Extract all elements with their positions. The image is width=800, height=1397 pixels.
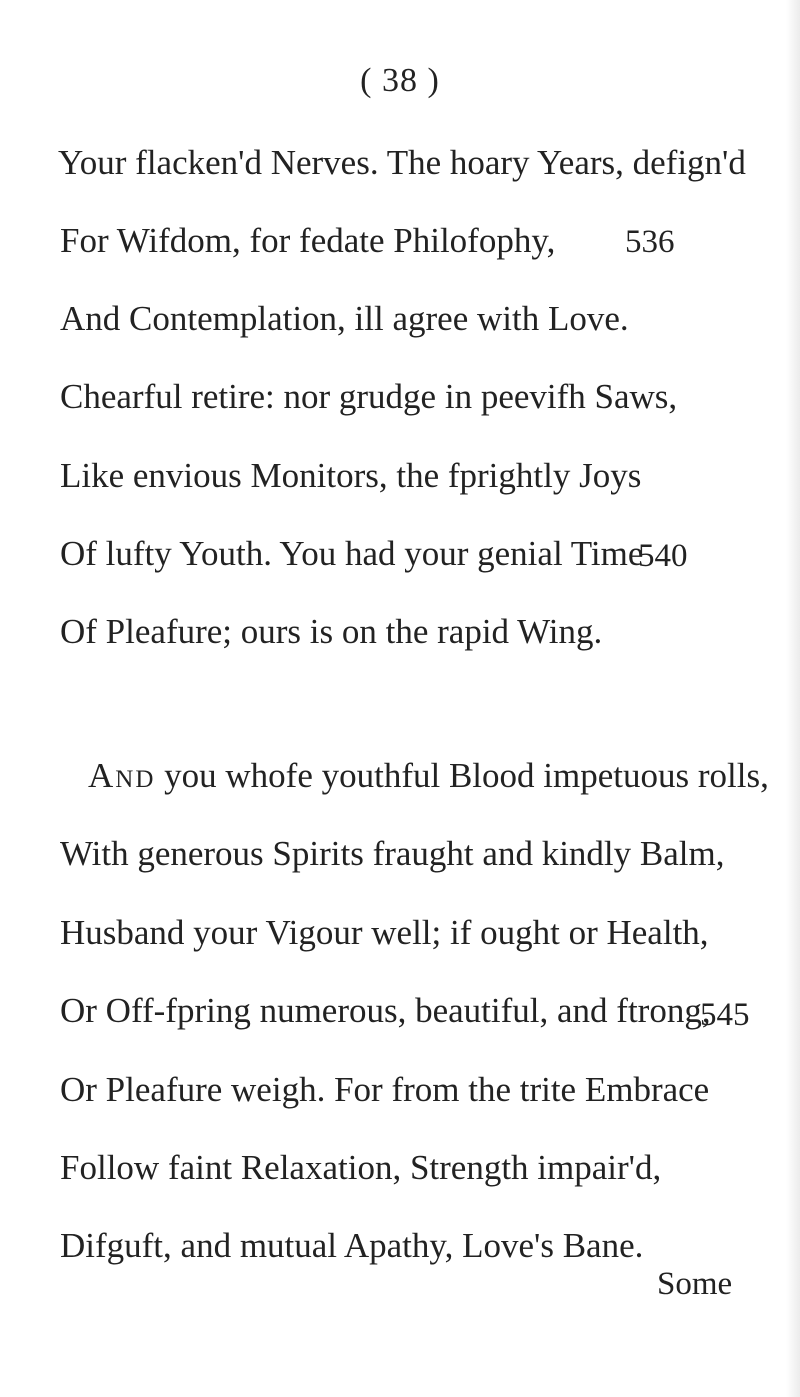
page-edge-shadow bbox=[786, 0, 800, 1397]
verse-line bbox=[88, 758, 769, 793]
line-number: 545 bbox=[700, 997, 750, 1033]
verse-line: Chearful retire: nor grudge in peevifh Saws, bbox=[60, 377, 678, 416]
verse-line: Your flacken'd Nerves. The hoary Years, defign'd bbox=[58, 143, 746, 182]
verse-line: For Wifdom, for fedate Philofophy, bbox=[60, 221, 556, 260]
verse-line-rest: you whofe youthful Blood impetuous rolls, bbox=[155, 756, 769, 795]
verse-line: Or Pleafure weigh. For from the trite Embrace bbox=[60, 1070, 710, 1109]
verse-line: Or Off-fpring numerous, beautiful, and ftrong, bbox=[60, 991, 711, 1030]
verse-line: Of lufty Youth. You had your genial Time bbox=[60, 534, 644, 573]
page-number-header: ( 38 ) bbox=[360, 62, 440, 99]
catchword: Some bbox=[657, 1266, 733, 1302]
verse-line: Of Pleafure; ours is on the rapid Wing. bbox=[60, 612, 603, 651]
line-number: 536 bbox=[625, 224, 675, 260]
verse-line: Follow faint Relaxation, Strength impair'd, bbox=[60, 1148, 662, 1187]
verse-line: With generous Spirits fraught and kindly Balm, bbox=[60, 834, 725, 873]
verse-line: Difguft, and mutual Apathy, Love's Bane. bbox=[60, 1226, 644, 1265]
line-number: 540 bbox=[638, 538, 688, 574]
verse-line: Like envious Monitors, the fprightly Joys bbox=[60, 456, 642, 495]
stanza-initial-word: And bbox=[88, 756, 156, 795]
verse-line: Husband your Vigour well; if ought or Health, bbox=[60, 913, 709, 952]
verse-line: And Contemplation, ill agree with Love. bbox=[60, 299, 629, 338]
